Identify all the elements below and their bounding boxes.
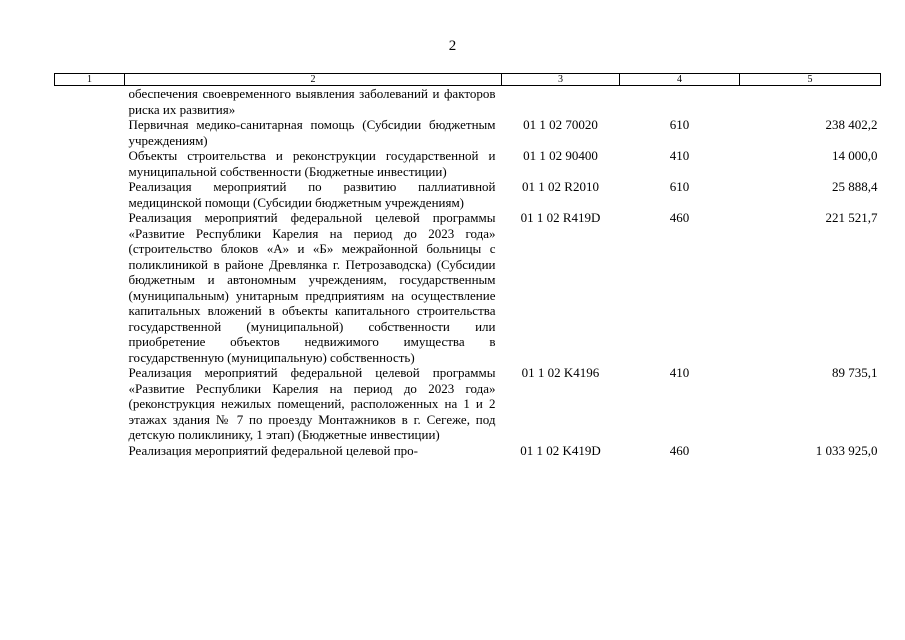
row-col1 xyxy=(55,210,125,365)
row-col1 xyxy=(55,365,125,443)
table-body xyxy=(55,86,881,459)
row-col1 xyxy=(55,179,125,210)
header-row xyxy=(55,74,881,86)
row-type: 410 xyxy=(669,148,690,163)
row-name: обеспечения своевременного выявления заболеваний и факторов риска их развития» xyxy=(128,86,496,117)
row-amount: 1 033 925,0 xyxy=(815,442,878,458)
table-row xyxy=(55,443,881,459)
table-header xyxy=(55,74,881,86)
row-name: Реализация мероприятий федеральной целевой программы «Развитие Республики Карелия на период до 2023 года» (строительство блоков «А» и «Б» межрайонной больницы с поликлиникой в районе Древлянка г. Петрозаводска) (Субсидии бюджетным и автономным учреждениям, государственным (муниципальным) унитарным предприятиям на осуществление капитальных вложений в объекты капитального строительства государственной (муниципальной) собственности или приобретение объектов недвижимого имущества в государственную (муниципальную) собственность) xyxy=(128,210,496,365)
row-name: Реализация мероприятий федеральной целевой про- xyxy=(128,442,418,458)
table-row xyxy=(55,179,881,210)
table-row xyxy=(55,210,881,365)
row-type: 460 xyxy=(669,210,690,225)
header-col-1: 1 xyxy=(55,74,125,86)
row-col1 xyxy=(55,86,125,118)
row-type xyxy=(620,86,740,118)
row-type: 410 xyxy=(669,365,690,380)
row-name: Первичная медико-санитарная помощь (Субсидии бюджетным учреждениям) xyxy=(128,117,496,148)
row-col1 xyxy=(55,117,125,148)
page-number: 2 xyxy=(448,38,457,54)
row-col1 xyxy=(55,148,125,179)
row-code: 01 1 02 K4196 xyxy=(521,365,600,380)
row-code: 01 1 02 90400 xyxy=(523,148,598,163)
row-amount: 89 735,1 xyxy=(832,365,878,380)
row-amount: 25 888,4 xyxy=(832,179,878,194)
row-code: 01 1 02 R419D xyxy=(520,210,601,225)
row-name: Объекты строительства и реконструкции государственной и муниципальной собственности (Бюджетные инвестиции) xyxy=(128,148,496,179)
row-name: Реализация мероприятий федеральной целевой программы «Развитие Республики Карелия на период до 2023 года» (реконструкция нежилых помещений, расположенных на 1 и 2 этажах здания № 7 по проезду Монтажников в г. Сегеже, под детскую поликлинику, 1 этап) (Бюджетные инвестиции) xyxy=(128,365,496,442)
row-type: 610 xyxy=(669,117,690,132)
budget-table xyxy=(54,73,881,458)
row-type: 460 xyxy=(669,442,690,458)
table-row xyxy=(55,148,881,179)
row-name: Реализация мероприятий по развитию паллиативной медицинской помощи (Субсидии бюджетным учреждениям) xyxy=(128,179,496,210)
row-amount: 14 000,0 xyxy=(832,148,878,163)
header-col-4: 4 xyxy=(620,74,740,86)
row-amount xyxy=(740,86,881,118)
header-col-5: 5 xyxy=(740,74,881,86)
table-row xyxy=(55,86,881,118)
row-amount: 221 521,7 xyxy=(825,210,878,225)
row-col1 xyxy=(55,443,125,459)
table-row xyxy=(55,365,881,443)
table-row xyxy=(55,117,881,148)
header-col-3: 3 xyxy=(502,74,620,86)
row-code xyxy=(502,86,620,118)
row-code: 01 1 02 R2010 xyxy=(522,179,599,194)
row-amount: 238 402,2 xyxy=(825,117,878,132)
row-code: 01 1 02 70020 xyxy=(523,117,598,132)
row-code: 01 1 02 K419D xyxy=(520,442,601,458)
header-col-2: 2 xyxy=(125,74,502,86)
row-type: 610 xyxy=(669,179,690,194)
